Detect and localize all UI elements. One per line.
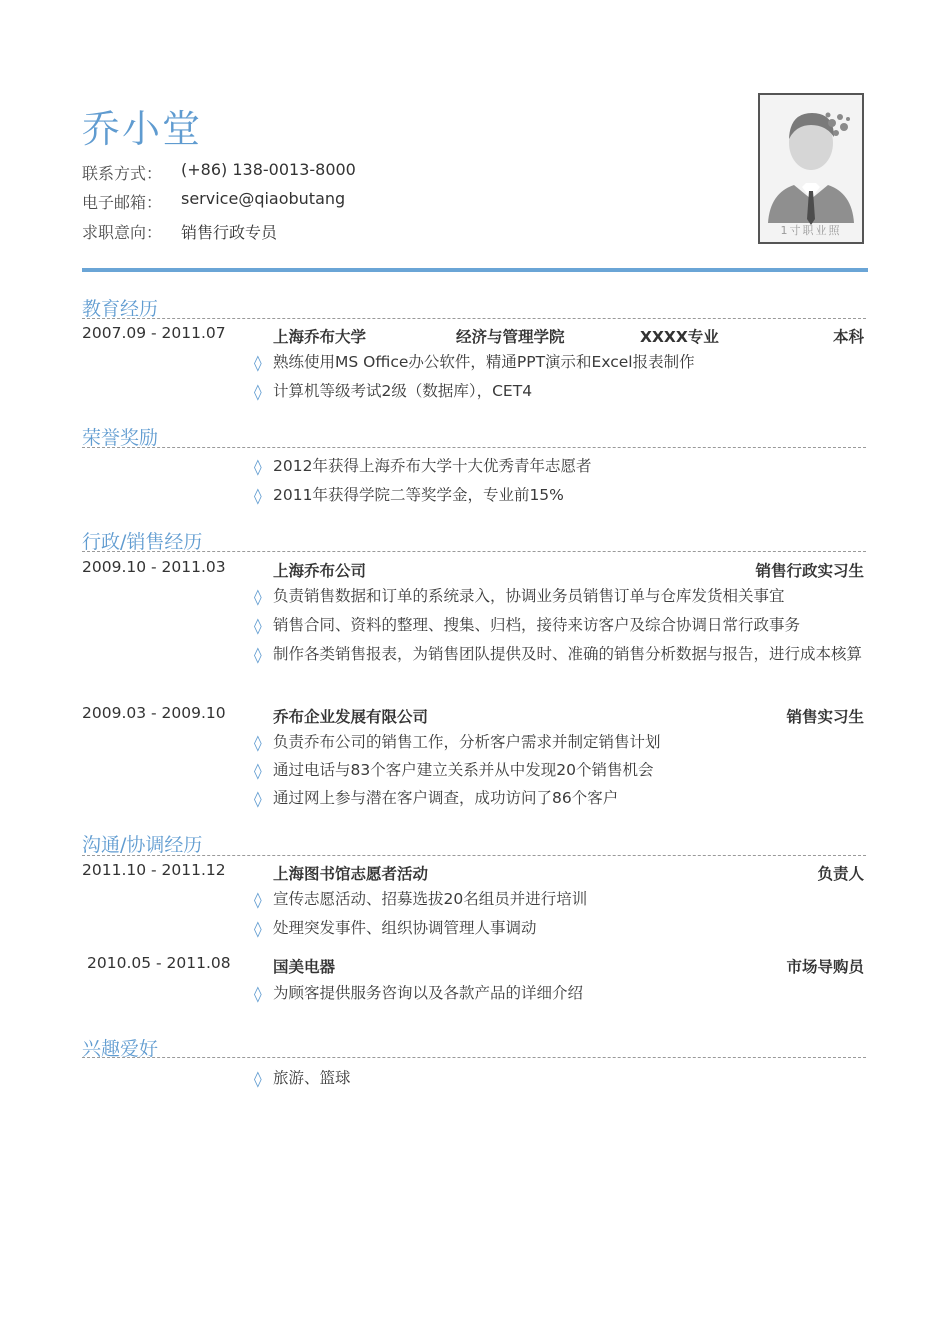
intent-value: 销售行政专员 [181,223,278,242]
list-item: 2012年获得上海乔布大学十大优秀青年志愿者 [273,457,592,475]
job-role: 销售行政实习生 [755,562,864,580]
photo-caption: 1寸职业照 [780,224,842,237]
bullet-icon: ◊ [254,588,262,606]
person-silhouette-icon [760,95,862,242]
section-divider [82,447,866,448]
list-item: 宣传志愿活动、招募选拔20名组员并进行培训 [273,890,588,908]
education-school: 上海乔布大学 [273,328,367,346]
education-degree: 本科 [832,328,864,346]
job-org: 上海乔布公司 [273,562,367,580]
contact-value: (+86) 138-0013-8000 [181,160,356,179]
section-divider [82,551,866,552]
job-role: 负责人 [817,865,864,883]
section-title-communication: 沟通/协调经历 [82,834,203,856]
education-major: XXXX专业 [640,328,719,346]
email-label: 电子邮箱： [82,193,163,212]
bullet-icon: ◊ [254,920,262,938]
job-date: 2009.03 - 2009.10 [82,704,226,722]
section-title-honors: 荣誉奖励 [82,427,159,449]
list-item: 熟练使用MS Office办公软件，精通PPT演示和Excel报表制作 [273,353,695,371]
list-item: 销售合同、资料的整理、搜集、归档，接待来访客户及综合协调日常行政事务 [273,616,801,634]
profile-photo [758,93,864,244]
bullet-icon: ◊ [254,790,262,808]
list-item: 计算机等级考试2级（数据库），CET4 [273,382,533,400]
section-title-admin: 行政/销售经历 [82,531,203,553]
job-role: 销售实习生 [786,708,864,726]
section-divider [82,1057,866,1058]
section-divider [82,855,866,856]
bullet-icon: ◊ [254,383,262,401]
job-org: 乔布企业发展有限公司 [273,708,429,726]
section-title-hobbies: 兴趣爱好 [82,1038,159,1060]
job-date: 2009.10 - 2011.03 [82,558,226,576]
job-role: 市场导购员 [786,958,864,976]
bullet-icon: ◊ [254,617,262,635]
list-item: 负责乔布公司的销售工作，分析客户需求并制定销售计划 [273,733,661,751]
job-org: 国美电器 [273,958,336,976]
email-value: service@qiaobutang [181,189,346,208]
bullet-icon: ◊ [254,354,262,372]
bullet-icon: ◊ [254,458,262,476]
bullet-icon: ◊ [254,646,262,664]
list-item: 通过电话与83个客户建立关系并从中发现20个销售机会 [273,761,654,779]
section-title-education: 教育经历 [82,298,159,320]
intent-label: 求职意向： [82,223,163,242]
bullet-icon: ◊ [254,985,262,1003]
list-item: 通过网上参与潜在客户调查，成功访问了86个客户 [273,789,619,807]
list-item: 2011年获得学院二等奖学金，专业前15% [273,486,564,504]
header-divider [82,268,868,272]
bullet-icon: ◊ [254,734,262,752]
bullet-icon: ◊ [254,487,262,505]
education-date: 2007.09 - 2011.07 [82,324,226,342]
job-date: 2010.05 - 2011.08 [87,954,231,972]
candidate-name: 乔小堂 [82,107,203,151]
bullet-icon: ◊ [254,1070,262,1088]
list-item: 制作各类销售报表，为销售团队提供及时、准确的销售分析数据与报告，进行成本核算 [273,645,863,663]
contact-label: 联系方式： [82,164,163,183]
section-divider [82,318,866,319]
job-date: 2011.10 - 2011.12 [82,861,226,879]
bullet-icon: ◊ [254,762,262,780]
list-item: 负责销售数据和订单的系统录入，协调业务员销售订单与仓库发货相关事宜 [273,587,785,605]
bullet-icon: ◊ [254,891,262,909]
list-item: 为顾客提供服务咨询以及各款产品的详细介绍 [273,984,584,1002]
list-item: 旅游、篮球 [273,1069,351,1087]
job-org: 上海图书馆志愿者活动 [273,865,429,883]
education-college: 经济与管理学院 [456,328,565,346]
list-item: 处理突发事件、组织协调管理人事调动 [273,919,537,937]
